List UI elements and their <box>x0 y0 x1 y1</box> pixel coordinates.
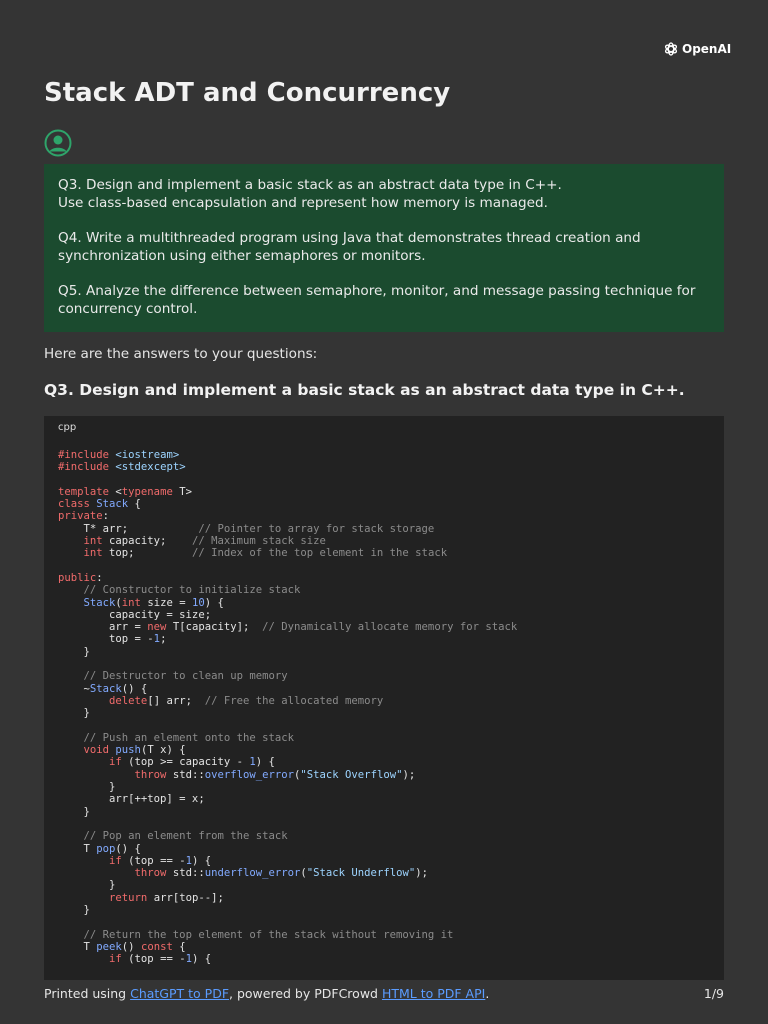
answer-heading-q3: Q3. Design and implement a basic stack as an abstract data type in C++. <box>44 381 685 399</box>
openai-logo <box>663 41 731 57</box>
user-message <box>44 164 724 332</box>
code-language-label: cpp <box>58 422 77 433</box>
footer-middle: , powered by PDFCrowd <box>229 986 382 1001</box>
html-to-pdf-api-link[interactable]: HTML to PDF API <box>381 986 486 1001</box>
question-q5: Q5. Analyze the difference between semaphore, monitor, and message passing technique for concurrency control. <box>58 283 696 317</box>
user-avatar-icon <box>44 129 72 157</box>
openai-icon <box>663 41 679 57</box>
footer-suffix: . <box>485 986 490 1001</box>
footer-prefix: Printed using <box>44 986 131 1001</box>
code-block[interactable] <box>44 416 724 980</box>
question-q3-line1: Q3. Design and implement a basic stack as an abstract data type in C++. <box>58 177 562 193</box>
question-q4: Q4. Write a multithreaded program using Java that demonstrates thread creation and synchronization using either semaphores or monitors. <box>58 230 641 264</box>
code-content[interactable]: #include <iostream> #include <stdexcept> template <typename T> class Stack { private: T* arr; // Pointer to array for stack storage int capacity; // Maximum stack size int top; // Index of the top element in the stack public: // Constructor to initialize stack Stack(int size = 10) { capacity = size; arr = new T[capacity]; // Dynamically allocate memory for stack top = -1; } // Destructor to clean up memory ~Stack() { delete[] arr; // Free the allocated memory } // Push an element onto the stack void push(T x) { if (top >= capacity - 1) { throw std::overflow_error("Stack Overflow"); } arr[++top] = x; } // Pop an element from the stack T pop() { if (top == -1) { throw std::underflow_error("Stack Underflow"); } return arr[top--]; } // Return the top element of the stack without removing it T peek() const { if (top == -1) { <box>58 449 518 966</box>
question-q3 <box>58 176 710 212</box>
question-q3-line2: Use class-based encapsulation and represent how memory is managed. <box>58 195 548 211</box>
brand-name: OpenAI <box>682 42 732 56</box>
answer-intro: Here are the answers to your questions: <box>44 346 318 362</box>
footer <box>44 986 724 1001</box>
chatgpt-to-pdf-link[interactable]: ChatGPT to PDF <box>130 986 230 1001</box>
page-number: 1/9 <box>703 986 724 1001</box>
page-title: Stack ADT and Concurrency <box>44 78 451 108</box>
